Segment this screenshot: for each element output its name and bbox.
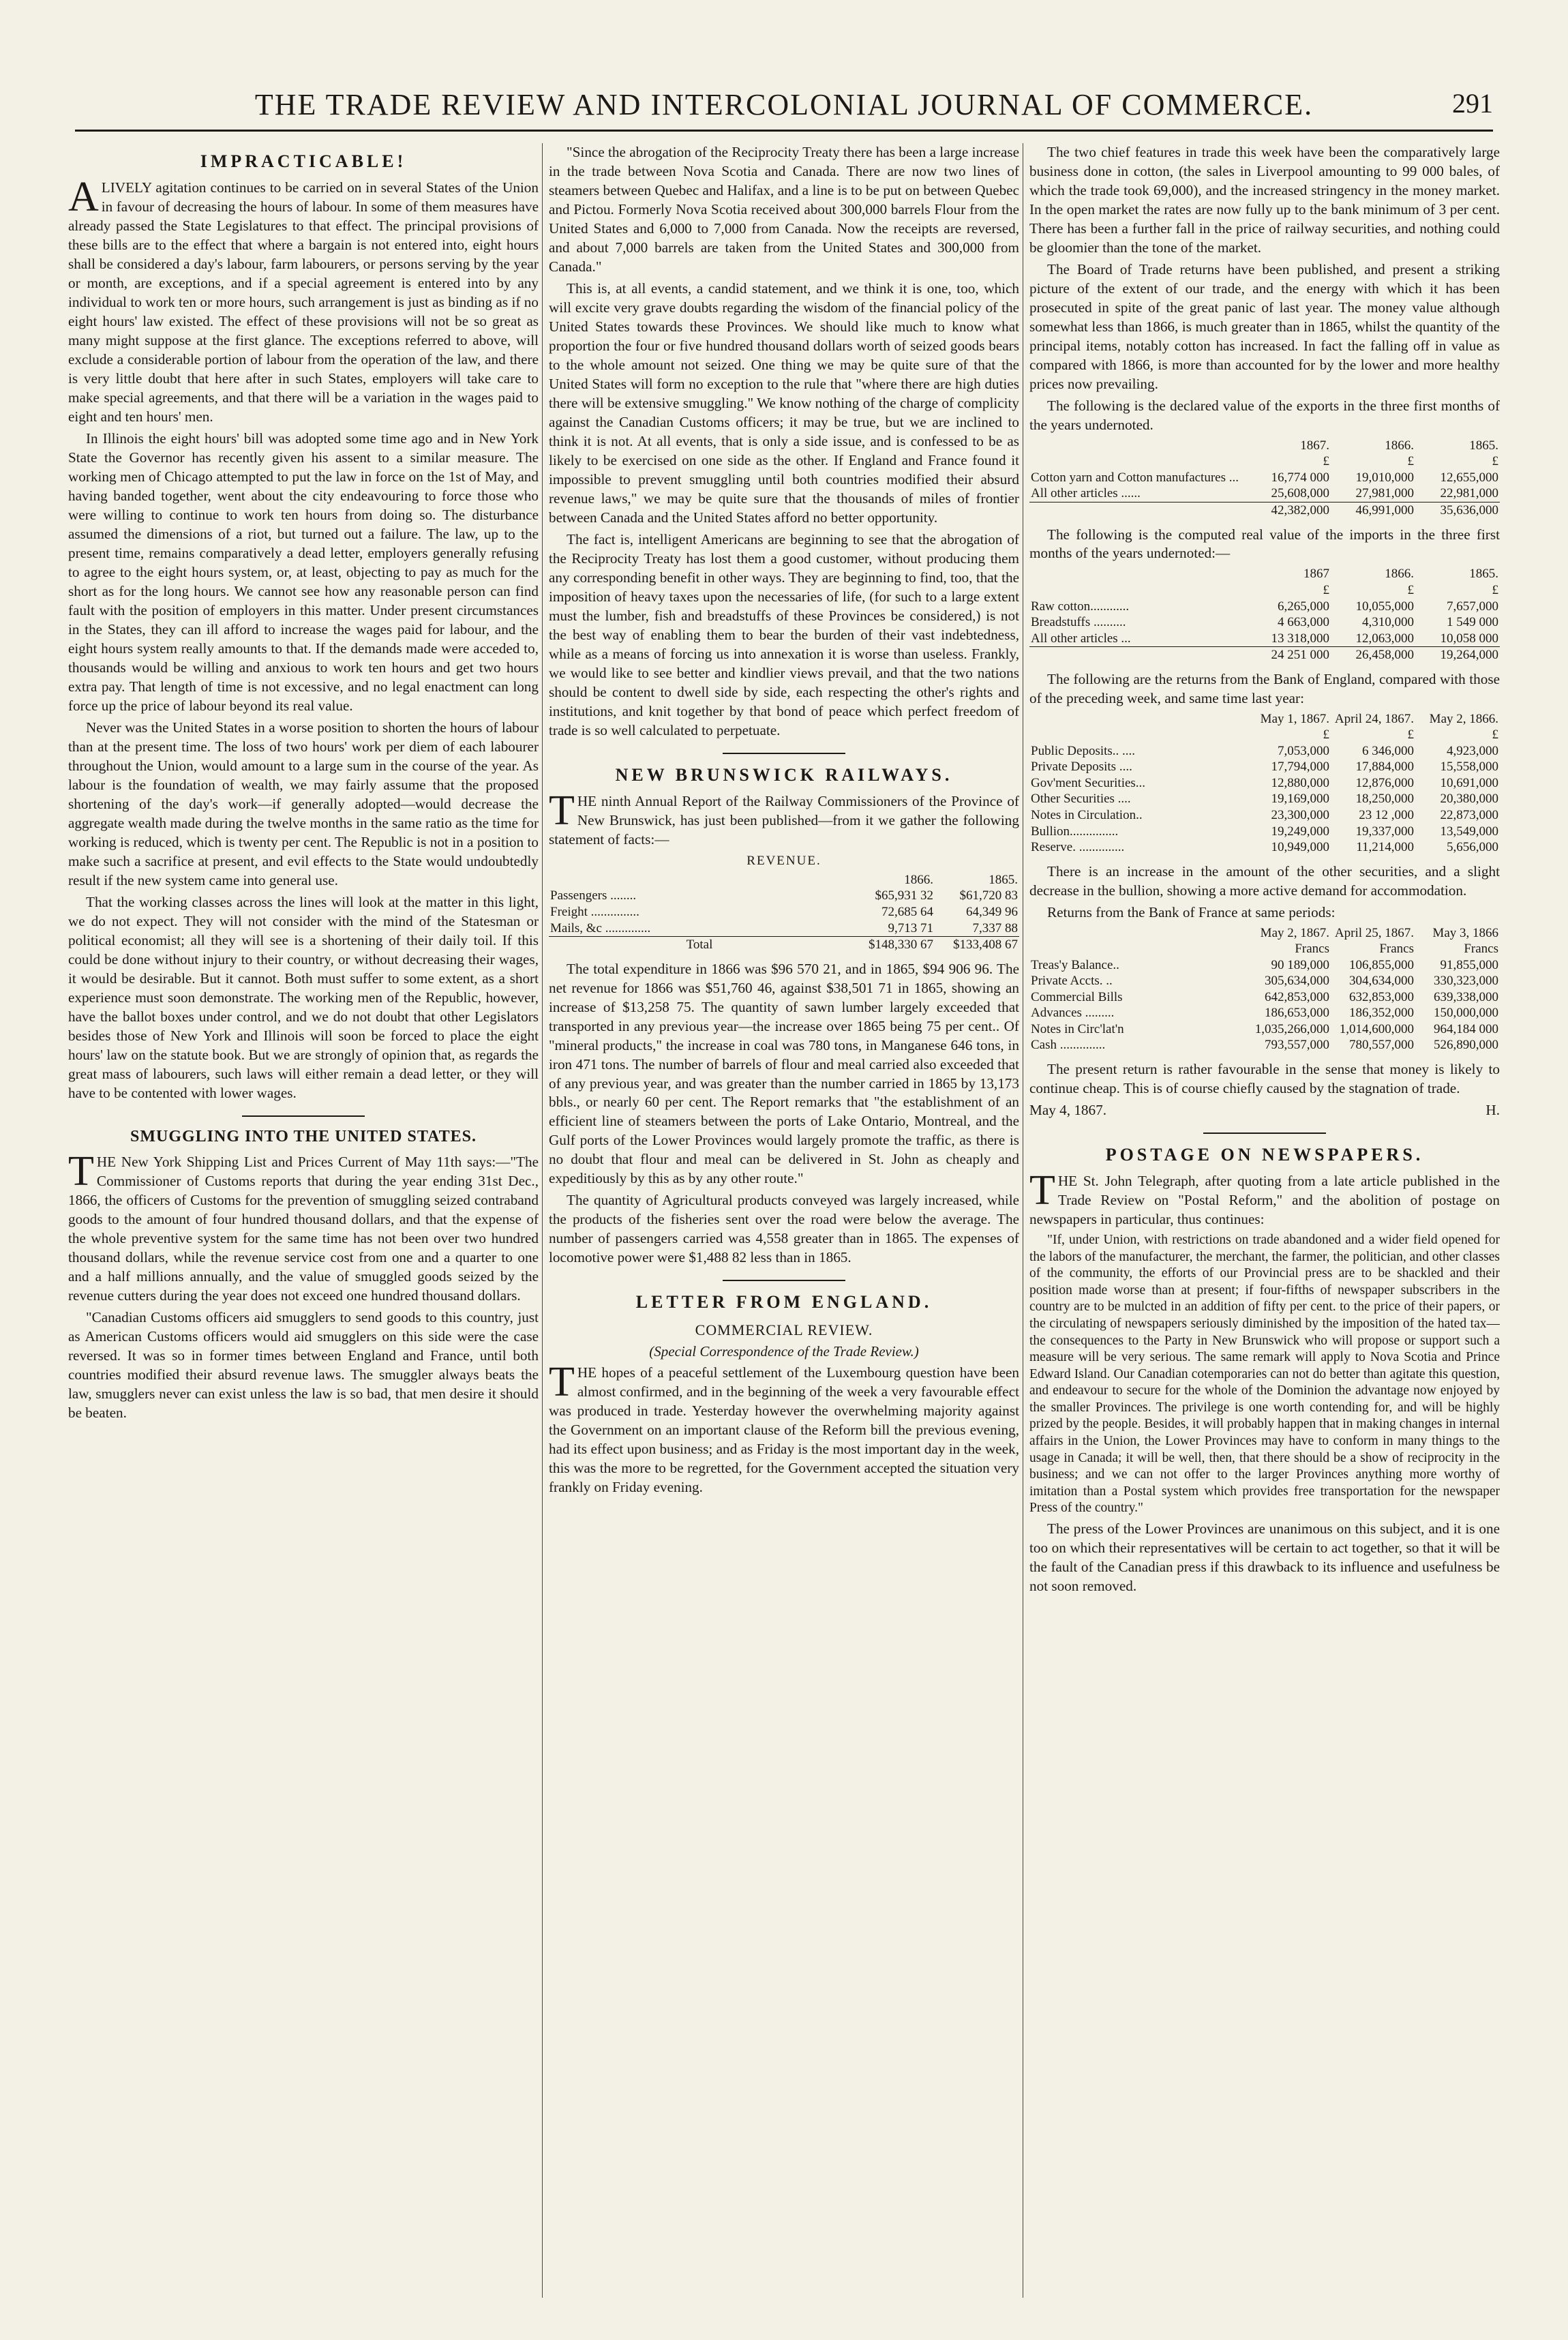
row-label: Advances ......... [1031,1006,1115,1021]
cell: 64,349 96 [966,904,1018,919]
table-row [1029,775,1500,792]
table-header: May 3, 1866 [1432,925,1498,940]
table-header: May 2, 1867. [1260,925,1329,940]
cell: 4,310,000 [1362,615,1414,630]
cell: 24 251 000 [1246,647,1331,663]
row-label: Cash .............. [1031,1038,1106,1053]
paragraph: The following is the declared value of the exports in the three first months of the years undernoted. [1029,397,1500,433]
row-label: Bullion............... [1031,824,1119,839]
paragraph: The total expenditure in 1866 was $96 570 21, and in 1865, $94 906 96. The net revenue for 1866 was $51,760 46, against $38,501 71 in 1865, showing an increase of $13,258 75. The quantity of sawn lumber largely exceeded that transported in any previous year—the increase over 1865 being 75 per cent.. Of "mineral products," the increase in coal was 780 tons, in Manganese 646 tons, in iron 471 tons. The number of barrels of flour and meal carried also exceeded that of any previous year, and was greater than the number carried in 1865 by 13,173 bbls., or nearly 60 per cent. The Report remarks that "the establishment of an efficient line of steamers between the ports of Lake Ontario, Montreal, and the Gulf ports of the Lower Provinces would largely promote the traffic, as there is no doubt that flour and meal can be delivered in St. John as cheaply and expeditiously by this as by any other route." [549,960,1019,1187]
cell: 19,249,000 [1271,824,1329,839]
paragraph: This is, at all events, a candid statement, and we think it is one, too, which will excite very grave doubts regarding the wisdom of the financial policy of the United States towards these Provinces. We should like much to know what proportion the four or five hundred thousand dollars worth of seized goods bears to the whole amount not seized. One thing we may be quite sure of that the United States will form no exception to the rule that "where there are high duties there will be extensive smuggling." We know nothing of the charge of complicity against the Canadian Customs officers; it may be true, but we are inclined to think it is not. At all events, that is only a side issue, and is confessed to be as likely to be exercised on one side as the other. If England and France found it impossible to prevent smuggling until both countries modified their absurd revenue laws," we may be quite sure that the thousands of miles of frontier between Canada and the United States afford no better opportunity. [549,280,1019,526]
cell: 42,382,000 [1246,502,1331,518]
column-1 [68,143,539,2298]
cell: 19,169,000 [1271,792,1329,807]
table-row [1029,1037,1500,1053]
quoted-paragraph: "If, under Union, with restrictions on trade abandoned and a wider field opened for the labors of the manufacturer, the merchant, the farmer, the politician, and other classes of the community, the efforts of our Provincial press are to be shackled and their position made worse than at present; if four-fifths of newspaper subscribers in the country are to be mulcted in an addition of fifty per cent. to the price of their papers, or the circulating of newspapers seriously diminished by the imposition of the hated tax—the consequences to the Party in New Brunswick who will propose or support such a measure will be very serious. The same remark will apply to Nova Scotia and Prince Edward Island. Our Canadian cotemporaries can not do better than agitate this question, and endeavour to secure for the whole of the Dominion the advantage now enjoyed by the smaller Provinces. The privilege is one worth contending for, and will be highly prized by the people. Besides, it will probably happen that in making changes in internal affairs in the Union, the Lower Provinces may have to conform in many things to the usage in Canada; it will be well, then, that there should be a show of reciprocity in the business; and we can not offer to the larger Provinces anything more worthy of imitation than a Postal system which provides free transportation for the newspaper Press of the country." [1029,1233,1500,1516]
table-row [549,888,1019,904]
paragraph: ALIVELY agitation continues to be carried on in several States of the Union in favour of decreasing the hours of labour. In some of them measures have already passed the State Legislatures to that effect. The principal provisions of these bills are to the effect that where a bargain is not entered into, eight hours shall be considered a day's labour, farm labourers, or persons serving by the year or month, are exceptions, and if a special agreement is entered into by any individual to work ten or more hours, such arrangement is just as binding as if no eight hours' law existed. The effect of these provisions will not be so great as many might suppose at the first glance. The exceptions referred to above, will exclude a considerable portion of labour from the operation of the law, and there is very little doubt that here after in such States, employers will take care to make special agreements, and that there will be a variation in the wages paid to eight and ten hours' men. [68,174,539,425]
unit-label: £ [1407,728,1414,742]
cell: 90 189,000 [1271,957,1329,972]
column-3 [1029,143,1500,2298]
row-label: Total [549,937,850,953]
table-row [1029,485,1500,502]
paragraph: That the working classes across the lines will look at the matter in this light, we do not expect. They will not consider with the mind of the Statesman or political economist; all they will see is a shortening of their daily toil. If this could be done without injury to their country, or without decreasing their wages, it would be desirable. But it cannot. Both must suffer to some extent, as a short experience must soon demonstrate. The working men of the Republic, however, have the ballot boxes under control, and we do not doubt that other Legislators besides those of New York and Illinois will soon be forced to place the eight hours' law on the statute book. But we are strongly of opinion that, as regards the great mass of labourers, such laws will either remain a dead letter, or they will have to be contented with lower wages. [68,893,539,1101]
table-row [1029,1021,1500,1038]
cell: 793,557,000 [1265,1038,1329,1053]
table-row [1029,614,1500,631]
unit-label: £ [1407,583,1414,598]
paragraph: THE hopes of a peaceful settlement of the Luxembourg question have been almost confirmed, and in the beginning of the week a very favourable effect was produced in trade. Yesterday however the overwhelming majority against the Government on an important clause of the Reform bill the previous evening, had its effect upon business; and as Friday is the most important day in the week, this was the more to be regretted, for the Government accepted the situation very frankly on Friday evening. [549,1359,1019,1496]
cell: 10,058 000 [1440,631,1498,646]
cell: 639,338,000 [1434,989,1498,1004]
cell: 964,184 000 [1434,1021,1498,1036]
table-row [1029,839,1500,856]
cell: 6,265,000 [1278,599,1329,614]
table-row [1029,941,1500,957]
table-header: May 1, 1867. [1260,711,1329,726]
cell: 1 549 000 [1447,615,1498,630]
cell: 12,063,000 [1355,631,1414,646]
cell: 12,655,000 [1440,470,1498,485]
cell: 25,608,000 [1271,486,1329,501]
row-label: Gov'ment Securities... [1031,775,1146,790]
table-row [1029,759,1500,775]
table-row [1029,791,1500,807]
cell: 18,250,000 [1355,792,1414,807]
cell: 642,853,000 [1265,989,1329,1004]
cell: 7,053,000 [1278,743,1329,758]
row-label: Private Deposits .... [1031,760,1132,775]
table-header: May 2, 1866. [1429,711,1498,726]
cell: 13 318,000 [1271,631,1329,646]
paragraph: The Board of Trade returns have been published, and present a striking picture of the extent of our trade, and the energy with which it has been prosecuted in spite of the great panic of last year. The money value although somewhat less than 1866, is much greater than in 1865, whilst the quantity of the principal items, notably cotton has increased. In fact the falling off in value as compared with 1866, is more than accounted for by the lower and more healthy prices now prevailing. [1029,260,1500,392]
cell: 10,055,000 [1355,599,1414,614]
unit-label: Francs [1379,942,1414,957]
cell: $65,931 32 [875,888,933,903]
letter-date: May 4, 1867. [1029,1101,1106,1118]
row-label: Commercial Bills [1031,989,1123,1004]
cell: 15,558,000 [1440,760,1498,775]
cell: 12,880,000 [1271,775,1329,790]
cell: 91,855,000 [1440,957,1498,972]
cell: 72,685 64 [881,904,933,919]
table-row [1029,470,1500,486]
article-subtitle: COMMERCIAL REVIEW. [695,1321,873,1338]
table-row [1029,989,1500,1006]
revenue-table [549,872,1019,953]
page-number: 291 [1452,88,1493,119]
unit-label: £ [1407,454,1414,469]
cell: 150,000,000 [1434,1006,1498,1021]
table-header: 1866. [1385,438,1414,453]
cell: 22,873,000 [1440,808,1498,822]
cell: 20,380,000 [1440,792,1498,807]
unit-label: £ [1492,728,1498,742]
section-divider [723,753,845,754]
row-label: Reserve. .............. [1031,840,1125,855]
table-row [1029,973,1500,989]
cell: 780,557,000 [1349,1038,1414,1053]
cell: 9,713 71 [888,920,933,935]
paragraph: The following are the returns from the Bank of England, compared with those of the preceding week, and same time last year: [1029,670,1500,706]
unit-label: £ [1323,728,1329,742]
table-row [549,904,1019,920]
letter-signoff [1029,1101,1500,1120]
unit-label: Francs [1464,942,1498,957]
cell: 4,923,000 [1447,743,1498,758]
table-row [1029,711,1500,728]
unit-label: £ [1323,454,1329,469]
cell: 186,653,000 [1265,1006,1329,1021]
bank-of-france-table [1029,925,1500,1053]
cell: $61,720 83 [959,888,1018,903]
paragraph: "Since the abrogation of the Reciprocity Treaty there has been a large increase in the trade between Nova Scotia and Canada. There are now two lines of steamers between Quebec and Halifax, and a line is to be put on between Quebec and Pictou. Formerly Nova Scotia received about 300,000 barrels Flour from the United States and 6,000 to 7,000 from Canada. Now the receipts are reversed, and about 7,000 barrels are taken from the United States and 300,000 from Canada." [549,144,1019,275]
cell: 6 346,000 [1362,743,1414,758]
paragraph: The quantity of Agricultural products conveyed was largely increased, while the products of the fisheries sent over the road were below the average. The number of passengers carried was 4,558 greater than in 1865. The expenses of locomotive power were $1,488 82 less than in 1865. [549,1192,1019,1266]
section-divider [723,1280,845,1281]
row-label: Notes in Circ'lat'n [1031,1021,1124,1036]
cell: 305,634,000 [1265,974,1329,989]
table-row [1029,647,1500,663]
cell: 7,657,000 [1447,599,1498,614]
article-title-nb-railways: NEW BRUNSWICK RAILWAYS. [615,764,953,785]
row-label: Cotton yarn and Cotton manufactures ... [1031,470,1239,485]
article-title-letter: LETTER FROM ENGLAND. [635,1292,933,1312]
unit-label: £ [1492,454,1498,469]
table-row [1029,727,1500,743]
cell: 16,774 000 [1271,470,1329,485]
unit-label: Francs [1295,942,1329,957]
table-row [1029,582,1500,599]
imports-table [1029,566,1500,663]
paragraph: Returns from the Bank of France at same periods: [1047,903,1336,920]
table-header: April 25, 1867. [1334,925,1414,940]
cell: 7,337 88 [972,920,1018,935]
table-row [549,937,1019,953]
cell: 23,300,000 [1271,808,1329,822]
row-label: All other articles ...... [1031,486,1141,501]
table-row [1029,925,1500,942]
cell: 526,890,000 [1434,1038,1498,1053]
table-row [1029,743,1500,760]
table-row [549,872,1019,888]
table-header: 1866. [904,872,933,887]
article-title-smuggling: SMUGGLING INTO THE UNITED STATES. [130,1127,477,1145]
cell: 19,264,000 [1415,647,1500,663]
row-label: Public Deposits.. .... [1031,743,1136,758]
table-row [1029,566,1500,582]
column-rule [542,143,543,2298]
cell: 17,884,000 [1355,760,1414,775]
cell: 22,981,000 [1440,486,1498,501]
paragraph: There is an increase in the amount of the other securities, and a slight decrease in the bullion, showing a more active demand for accommodation. [1029,862,1500,899]
cell: 632,853,000 [1349,989,1414,1004]
masthead: THE TRADE REVIEW AND INTERCOLONIAL JOURNAL OF COMMERCE. [254,88,1314,121]
cell: 4 663,000 [1278,615,1329,630]
paragraph: "Canadian Customs officers aid smugglers to send goods to this country, just as American Customs officers would aid smugglers on this side were the case reversed. It was so in former times between England and France, until both countries modified their absurd revenue laws. The smuggler always beats the law, smugglers never can exist unless the law is so bad, that men desire it should be beaten. [68,1309,539,1422]
paragraph: THE St. John Telegraph, after quoting from a late article published in the Trade Review on "Postal Reform," and the abolition of postage on newspapers in particular, thus continues: [1029,1167,1500,1228]
paragraph: The two chief features in trade this week have been the comparatively large business done in cotton, (the sales in Liverpool amounting to 99 000 bales, of which the trade took 69,000), and the increased stringency in the money market. In the open market the rates are now fully up to the bank minimum of 3 per cent. There has been a further fall in the price of railway securities, and nothing could be gloomier than the tone of the market. [1029,144,1500,256]
row-label: Freight ............... [550,904,639,919]
table-header: April 24, 1867. [1334,711,1414,726]
table-header: 1865. [989,872,1018,887]
cell: 186,352,000 [1349,1006,1414,1021]
exports-table [1029,438,1500,519]
table-row [549,920,1019,937]
paragraph: The following is the computed real value of the imports in the three first months of the years undernoted:— [1029,526,1500,562]
cell: $148,330 67 [850,937,935,953]
table-header: 1867 [1303,567,1329,582]
letter-signature: H. [1486,1101,1500,1118]
unit-label: £ [1323,583,1329,598]
cell: 106,855,000 [1349,957,1414,972]
cell: 19,337,000 [1355,824,1414,839]
row-label: Breadstuffs .......... [1031,615,1126,630]
paragraph: The present return is rather favourable in the sense that money is likely to continue cheap. This is of course chiefly caused by the stagnation of trade. [1029,1060,1500,1096]
table-header: 1865. [1469,438,1498,453]
row-label: Raw cotton............ [1031,599,1130,614]
table-row [1029,824,1500,840]
cell: 27,981,000 [1355,486,1414,501]
row-label: Passengers ........ [550,888,637,903]
article-title-impracticable: IMPRACTICABLE! [200,151,407,171]
byline: (Special Correspondence of the Trade Review.) [649,1342,919,1360]
table-header: 1866. [1385,567,1414,582]
table-header: 1867. [1300,438,1329,453]
table-row [1029,453,1500,470]
cell: 23 12 ,000 [1359,808,1414,822]
cell: $133,408 67 [935,937,1019,953]
cell: 1,014,600,000 [1339,1021,1414,1036]
paragraph: The press of the Lower Provinces are unanimous on this subject, and it is one too on which their representatives will be certain to act together, so that it will be the fault of the Canadian press if this drawback to its influence and usefulness be not soon removed. [1029,1520,1500,1594]
cell: 17,794,000 [1271,760,1329,775]
row-label: Treas'y Balance.. [1031,957,1119,972]
cell: 10,949,000 [1271,840,1329,855]
table-row [1029,807,1500,824]
paragraph: In Illinois the eight hours' bill was adopted some time ago and in New York State the Governor has recently given his assent to a similar measure. The working men of Chicago attempted to put the law in force on the 1st of May, and having banded together, went about the city endeavouring to force those who were willing to continue to work ten hours from doing so. The disturbance assumed the dimensions of a riot, but turned out a failure. The law, up to the present time, remains comparatively a dead letter, employers generally refusing to agree to the eight hours system, or, at least, objecting to pay as much for the short as for the long hours. We cannot see how any reasonable person can find fault with the position of employers in this matter. Under present circumstances in the States, they can ill afford to increase the wages paid for labour, and the eight hours system really amounts to that. If the demands made were acceded to, thousands would be willing and anxious to work ten hours and get two hours extra pay. That length of time is not excessive, and no legal enactment can long force up the price of labour beyond its real value. [68,430,539,714]
cell: 12,876,000 [1355,775,1414,790]
cell: 11,214,000 [1356,840,1414,855]
page-header [75,82,1493,132]
section-divider [1203,1132,1326,1134]
paragraph: Never was the United States in a worse position to shorten the hours of labour than at the present time. The loss of two hours' work per diem of each labourer throughout the Union, would amount to a large sum in the course of the year. As labour is the foundation of wealth, we may fairly assume that the proposed shortening of the day's work—if generally adopted—would decrease the aggregate wealth made during the twelve months in the same ratio as the time for working is reduced, which is twenty per cent. The Republic is not in a position to make such a sacrifice at present, and evil effects to the State would undoubtedly result if the new system came into general use. [68,719,539,888]
table-caption: REVENUE. [747,853,821,868]
row-label: Private Accts. .. [1031,974,1113,989]
row-label: Other Securities .... [1031,792,1131,807]
cell: 26,458,000 [1331,647,1415,663]
row-label: Notes in Circulation.. [1031,808,1143,822]
cell: 10,691,000 [1440,775,1498,790]
article-title-postage: POSTAGE ON NEWSPAPERS. [1105,1144,1424,1165]
table-row [1029,502,1500,518]
table-row [1029,631,1500,647]
table-header: 1865. [1469,567,1498,582]
cell: 35,636,000 [1415,502,1500,518]
paragraph: The fact is, intelligent Americans are beginning to see that the abrogation of the Reciprocity Treaty has lost them a good customer, without producing them any corresponding benefit in other ways. They are beginning to find, too, that the imposition of heavy taxes upon the necessaries of life, (for such to a large extent must the lumber, fish and breadstuffs of these Provinces be considered,) is not the best way of enabling them to bear the burden of their vast indebtedness, while as a means of forcing us into annexation it is worse than useless. Frankly, we would like to see better and kindlier views prevail, and that the two nations should be content to dwell side by side, each respecting the other's rights and institutions, and knit together by that bond of peace which perfect freedom of trade is so well calculated to perpetuate. [549,530,1019,738]
table-row [1029,438,1500,454]
paragraph: THE New York Shipping List and Prices Current of May 11th says:—"The Commissioner of Customs reports that during the year ending 31st Dec., 1866, the officers of Customs for the prevention of smuggling seized contraband goods to the amount of four hundred thousand dollars, and that the expense of the whole preventive system for the same time has not been over two hundred thousand dollars, while the revenue service cost from one and a quarter to one and a half millions annually, and the value of smuggled goods seized by the revenue cutters during the year does not exceed one hundred thousand dollars. [68,1148,539,1304]
row-label: All other articles ... [1031,631,1131,646]
cell: 5,656,000 [1447,840,1498,855]
column-2 [549,143,1019,2298]
cell: 304,634,000 [1349,974,1414,989]
section-divider [242,1115,365,1117]
cell: 19,010,000 [1355,470,1414,485]
cell: 330,323,000 [1434,974,1498,989]
cell: 13,549,000 [1440,824,1498,839]
table-row [1029,957,1500,974]
bank-of-england-table [1029,711,1500,856]
table-row [1029,1005,1500,1021]
table-row [1029,599,1500,615]
row-label: Mails, &c .............. [550,920,651,935]
paragraph: THE ninth Annual Report of the Railway Commissioners of the Province of New Brunswick, has just been published—from it we gather the following statement of facts:— [549,787,1019,847]
cell: 46,991,000 [1331,502,1415,518]
unit-label: £ [1492,583,1498,598]
cell: 1,035,266,000 [1254,1021,1329,1036]
